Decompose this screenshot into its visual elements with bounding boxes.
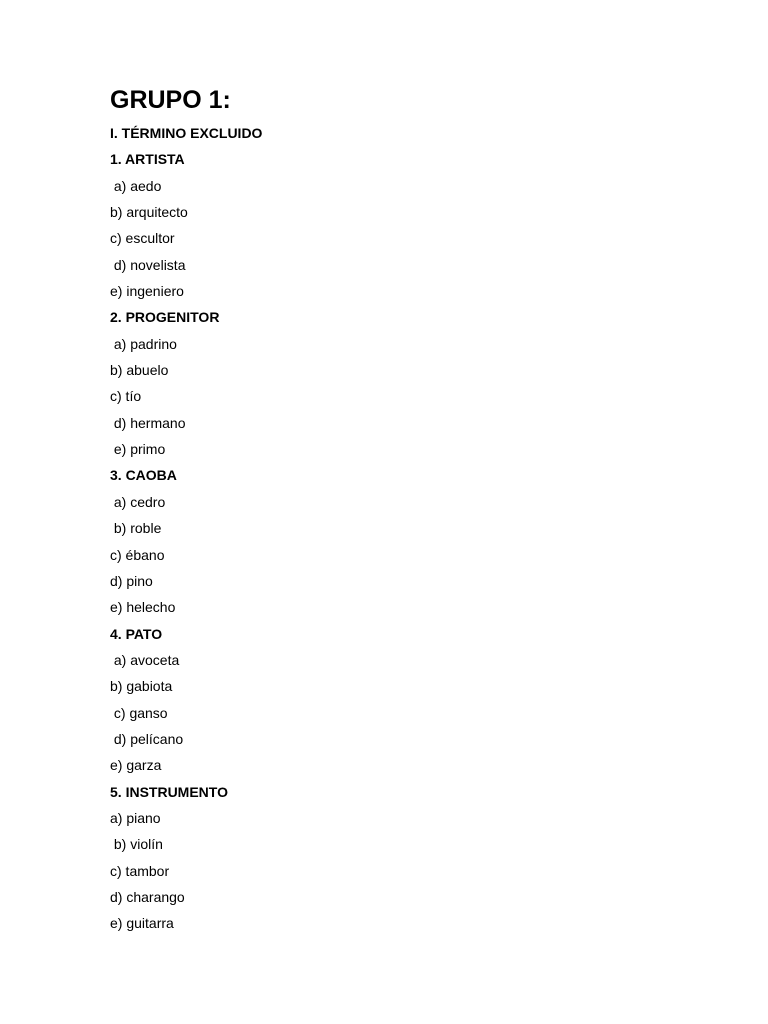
- option-d: d) pelícano: [110, 730, 184, 747]
- option-e: e) primo: [110, 441, 166, 458]
- option-b: b) abuelo: [110, 362, 169, 379]
- question-heading: 5. INSTRUMENTO: [110, 783, 228, 800]
- option-e: e) ingeniero: [110, 283, 184, 300]
- option-c: c) ganso: [110, 704, 168, 721]
- option-d: d) pino: [110, 572, 153, 589]
- option-d: d) hermano: [110, 414, 186, 431]
- question-5: [110, 779, 710, 937]
- option-a: a) piano: [110, 809, 161, 826]
- question-4: [110, 621, 710, 779]
- question-2: [110, 304, 710, 462]
- option-d: d) novelista: [110, 256, 186, 273]
- option-b: b) roble: [110, 520, 162, 537]
- option-e: e) garza: [110, 757, 162, 774]
- question-3: [110, 462, 710, 620]
- option-c: c) ébano: [110, 546, 165, 563]
- option-a: a) padrino: [110, 335, 177, 352]
- question-heading: 4. PATO: [110, 625, 163, 642]
- option-a: a) aedo: [110, 177, 162, 194]
- option-c: c) escultor: [110, 230, 175, 247]
- question-heading: 2. PROGENITOR: [110, 309, 220, 326]
- option-c: c) tambor: [110, 862, 170, 879]
- question-1: [110, 146, 710, 304]
- option-a: a) avoceta: [110, 651, 180, 668]
- option-b: b) arquitecto: [110, 204, 188, 221]
- question-heading: 1. ARTISTA: [110, 151, 185, 168]
- question-heading: 3. CAOBA: [110, 467, 177, 484]
- option-c: c) tío: [110, 388, 142, 405]
- section-heading: I. TÉRMINO EXCLUIDO: [110, 125, 263, 141]
- option-b: b) gabiota: [110, 678, 173, 695]
- option-e: e) guitarra: [110, 915, 174, 932]
- document-page: [110, 84, 710, 937]
- option-b: b) violín: [110, 836, 163, 853]
- option-a: a) cedro: [110, 493, 166, 510]
- page-title: GRUPO 1:: [110, 86, 231, 114]
- option-d: d) charango: [110, 888, 185, 905]
- option-e: e) helecho: [110, 599, 176, 616]
